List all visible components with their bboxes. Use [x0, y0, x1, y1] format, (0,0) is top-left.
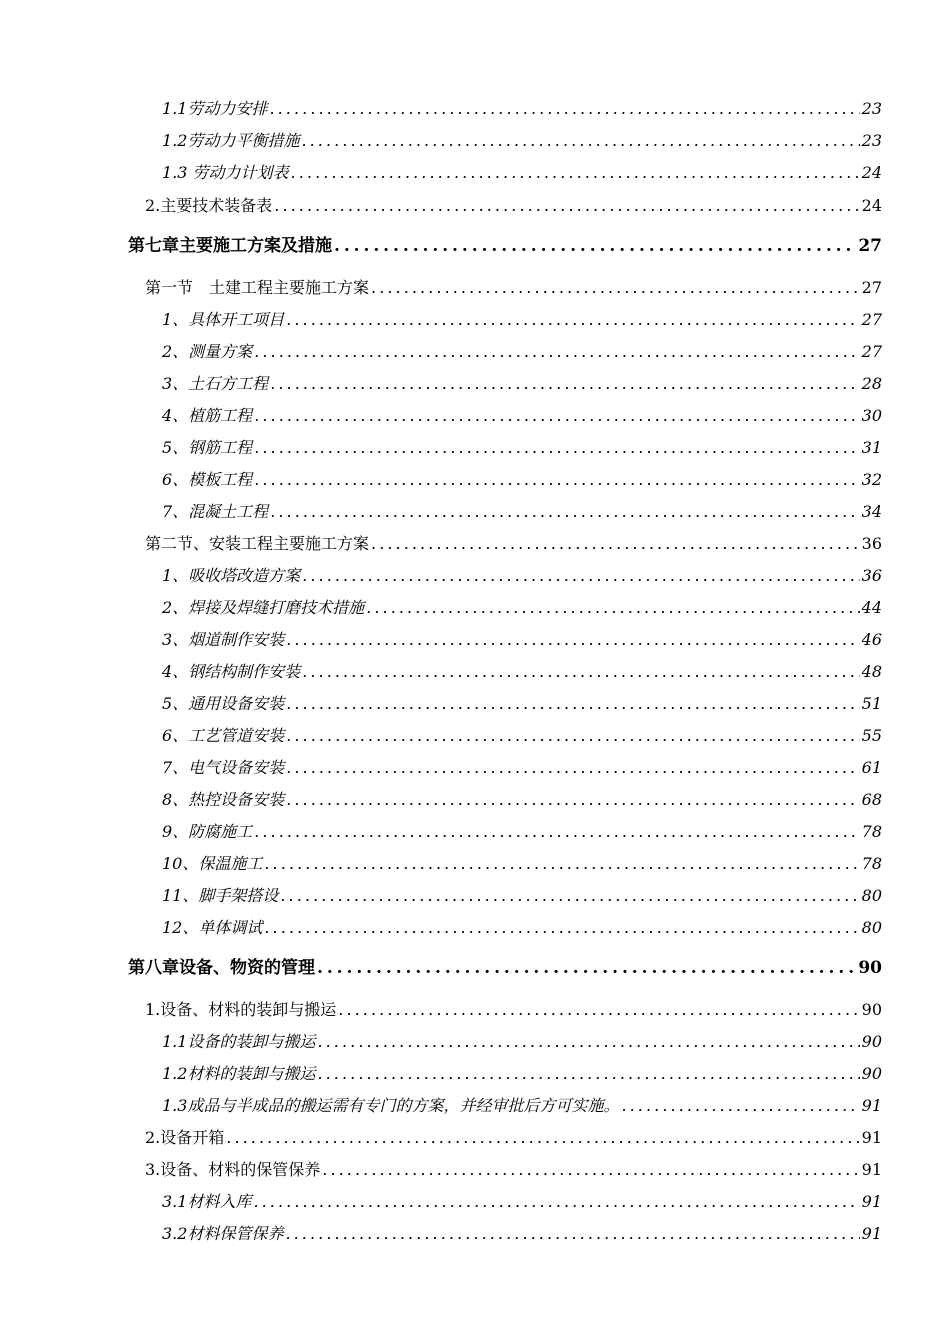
toc-entry-title: 2、测量方案 [162, 342, 253, 361]
toc-entry[interactable] [162, 726, 882, 746]
toc-entry-title: 5、通用设备安装 [162, 694, 285, 713]
toc-leader-dots [286, 758, 859, 778]
toc-entry-page: 34 [861, 502, 882, 521]
toc-entry-page: 24 [861, 163, 882, 182]
toc-leader-dots [286, 726, 859, 746]
toc-entry[interactable] [162, 99, 882, 119]
toc-leader-dots [253, 1192, 859, 1212]
toc-entry[interactable] [162, 662, 882, 682]
toc-entry-title: 1、吸收塔改造方案 [162, 566, 301, 585]
toc-entry[interactable] [145, 534, 882, 554]
toc-chapter-entry[interactable] [128, 236, 882, 256]
toc-entry[interactable] [162, 163, 882, 183]
toc-entry-page: 90 [861, 1064, 882, 1083]
toc-leader-dots [291, 163, 860, 183]
toc-entry-page: 46 [861, 630, 882, 649]
toc-entry-page: 28 [861, 374, 882, 393]
toc-entry-page: 32 [861, 470, 882, 489]
toc-entry-page: 90 [858, 958, 882, 978]
toc-entry-title: 7、混凝土工程 [162, 502, 269, 521]
toc-entry-title: 3.设备、材料的保管保养 [145, 1160, 321, 1179]
toc-entry-page: 23 [861, 131, 882, 150]
toc-entry-title: 6、工艺管道安装 [162, 726, 285, 745]
toc-entry[interactable] [162, 131, 882, 151]
toc-entry[interactable] [145, 196, 882, 216]
toc-entry-page: 27 [858, 236, 882, 256]
toc-entry-title: 1.2材料的装卸与搬运 [162, 1064, 316, 1083]
toc-entry-page: 78 [861, 822, 882, 841]
toc-entry[interactable] [162, 1224, 882, 1244]
toc-entry[interactable] [162, 1032, 882, 1052]
toc-leader-dots [264, 854, 859, 874]
toc-leader-dots [280, 886, 859, 906]
toc-leader-dots [286, 790, 859, 810]
toc-leader-dots [338, 1000, 859, 1020]
toc-entry-title: 3、烟道制作安装 [162, 630, 285, 649]
toc-entry[interactable] [162, 342, 882, 362]
toc-entry[interactable] [162, 310, 882, 330]
toc-entry[interactable] [162, 822, 882, 842]
toc-leader-dots [270, 374, 859, 394]
toc-entry-page: 90 [861, 1000, 882, 1019]
toc-leader-dots [254, 342, 859, 362]
toc-entry-page: 31 [861, 438, 882, 457]
toc-entry-title: 7、电气设备安装 [162, 758, 285, 777]
toc-entry-page: 78 [861, 854, 882, 873]
toc-entry[interactable] [162, 918, 882, 938]
toc-entry-title: 5、钢筋工程 [162, 438, 253, 457]
toc-leader-dots [302, 566, 859, 586]
toc-entry-title: 10、保温施工 [162, 854, 263, 873]
toc-entry-page: 44 [861, 598, 882, 617]
toc-leader-dots [317, 958, 856, 978]
toc-leader-dots [254, 822, 859, 842]
toc-leader-dots [254, 438, 859, 458]
toc-leader-dots [301, 131, 859, 151]
toc-entry-title: 6、模板工程 [162, 470, 253, 489]
toc-entry-title: 1.1劳动力安排 [162, 99, 268, 118]
toc-leader-dots [371, 278, 860, 298]
toc-leader-dots [317, 1032, 859, 1052]
toc-entry-page: 23 [861, 99, 882, 118]
toc-entry[interactable] [162, 854, 882, 874]
toc-entry-title: 4、植筋工程 [162, 406, 253, 425]
toc-entry-page: 90 [861, 1032, 882, 1051]
toc-leader-dots [285, 1224, 859, 1244]
toc-entry[interactable] [162, 630, 882, 650]
toc-entry-page: 91 [861, 1096, 882, 1115]
toc-leader-dots [317, 1064, 859, 1084]
toc-entry-page: 27 [861, 278, 882, 297]
toc-entry-page: 91 [861, 1160, 882, 1179]
toc-leader-dots [286, 694, 859, 714]
toc-leader-dots [302, 662, 859, 682]
toc-entry[interactable] [162, 438, 882, 458]
toc-entry[interactable] [162, 406, 882, 426]
toc-entry[interactable] [162, 502, 882, 522]
toc-entry-title: 1.设备、材料的装卸与搬运 [145, 1000, 337, 1019]
toc-entry-page: 30 [861, 406, 882, 425]
toc-entry[interactable] [162, 886, 882, 906]
toc-entry-title: 第二节、安装工程主要施工方案 [145, 534, 370, 553]
toc-entry[interactable] [162, 598, 882, 618]
toc-entry-page: 91 [861, 1192, 882, 1211]
toc-entry[interactable] [145, 1160, 882, 1180]
toc-entry[interactable] [162, 374, 882, 394]
toc-leader-dots [254, 406, 859, 426]
toc-leader-dots [286, 310, 859, 330]
toc-entry[interactable] [145, 1128, 882, 1148]
toc-entry-page: 27 [861, 342, 882, 361]
toc-entry-title: 1.2劳动力平衡措施 [162, 131, 300, 150]
toc-entry-title: 3.2材料保管保养 [162, 1224, 284, 1243]
toc-entry-page: 51 [861, 694, 882, 713]
toc-entry-title: 11、脚手架搭设 [162, 886, 279, 905]
toc-entry-title: 1.3 劳动力计划表 [162, 163, 289, 182]
toc-leader-dots [334, 236, 856, 256]
toc-entry[interactable] [145, 278, 882, 298]
toc-entry-title: 1.3成品与半成品的搬运需有专门的方案，并经审批后方可实施。 [162, 1096, 620, 1115]
toc-entry-title: 1、具体开工项目 [162, 310, 285, 329]
toc-leader-dots [371, 534, 860, 554]
toc-leader-dots [254, 470, 859, 490]
toc-entry-page: 36 [861, 566, 882, 585]
toc-entry[interactable] [145, 1000, 882, 1020]
toc-entry[interactable] [162, 1096, 882, 1116]
toc-leader-dots [621, 1096, 859, 1116]
toc-entry-page: 61 [861, 758, 882, 777]
toc-entry-page: 36 [861, 534, 882, 553]
toc-leader-dots [366, 598, 859, 618]
toc-entry[interactable] [162, 566, 882, 586]
toc-entry-title: 8、热控设备安装 [162, 790, 285, 809]
toc-entry[interactable] [162, 758, 882, 778]
toc-entry-title: 第七章主要施工方案及措施 [128, 236, 332, 256]
toc-entry-page: 91 [861, 1128, 882, 1147]
toc-entry-page: 48 [861, 662, 882, 681]
toc-entry-page: 24 [861, 196, 882, 215]
toc-leader-dots [286, 630, 859, 650]
toc-entry-page: 68 [861, 790, 882, 809]
toc-entry[interactable] [162, 790, 882, 810]
toc-entry[interactable] [162, 694, 882, 714]
toc-chapter-entry[interactable] [128, 958, 882, 978]
toc-leader-dots [322, 1160, 859, 1180]
toc-entry-title: 1.1设备的装卸与搬运 [162, 1032, 316, 1051]
toc-entry-page: 80 [861, 886, 882, 905]
toc-entry-page: 27 [861, 310, 882, 329]
toc-entry-title: 9、防腐施工 [162, 822, 253, 841]
toc-leader-dots [226, 1128, 859, 1148]
toc-entry-title: 3.1材料入库 [162, 1192, 252, 1211]
toc-entry-page: 55 [861, 726, 882, 745]
toc-entry-title: 2.设备开箱 [145, 1128, 225, 1147]
toc-leader-dots [269, 99, 859, 119]
toc-entry[interactable] [162, 1064, 882, 1084]
toc-entry-title: 3、土石方工程 [162, 374, 269, 393]
toc-entry-title: 12、单体调试 [162, 918, 263, 937]
toc-entry-title: 2.主要技术装备表 [145, 196, 273, 215]
toc-leader-dots [274, 196, 859, 216]
toc-entry-title: 第八章设备、物资的管理 [128, 958, 315, 978]
toc-entry[interactable] [162, 470, 882, 490]
toc-entry-page: 80 [861, 918, 882, 937]
toc-entry-title: 2、焊接及焊缝打磨技术措施 [162, 598, 365, 617]
toc-leader-dots [270, 502, 859, 522]
toc-entry[interactable] [162, 1192, 882, 1212]
toc-entry-page: 91 [861, 1224, 882, 1243]
toc-leader-dots [264, 918, 859, 938]
toc-entry-title: 第一节 土建工程主要施工方案 [145, 278, 370, 297]
toc-entry-title: 4、钢结构制作安装 [162, 662, 301, 681]
